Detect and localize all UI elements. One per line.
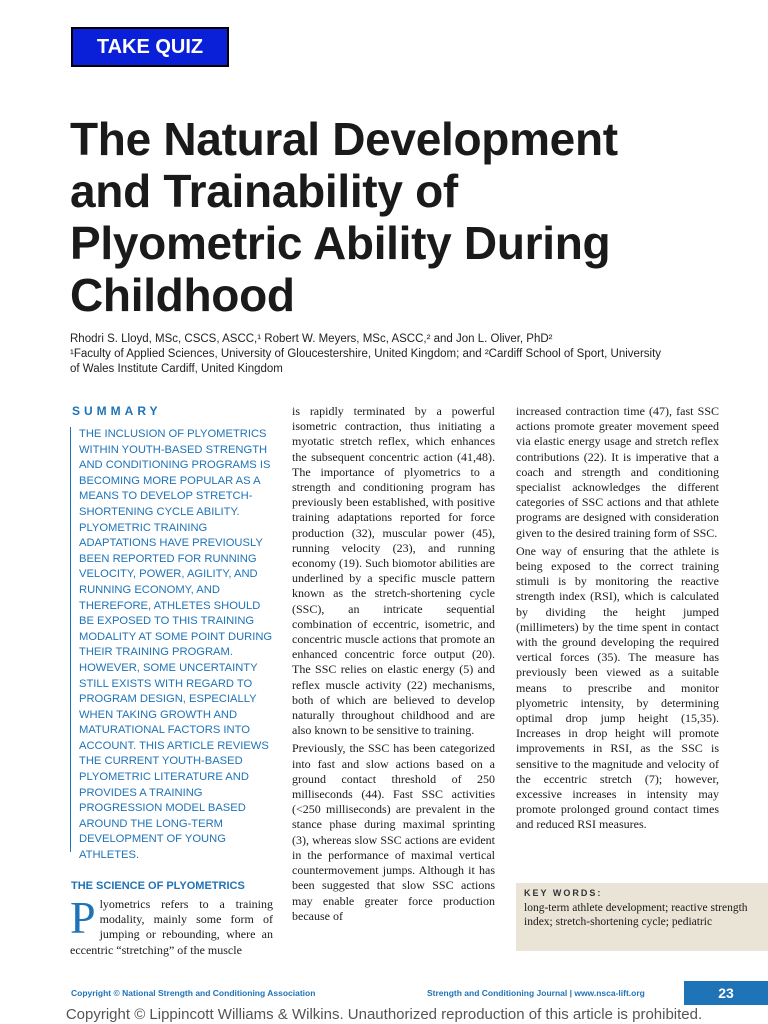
keywords-heading: KEY WORDS: (524, 888, 603, 898)
article-title (70, 113, 760, 321)
drop-cap: P (70, 892, 96, 943)
footer-copyright: Copyright © National Strength and Conditioning Association (71, 988, 316, 998)
paragraph: Previously, the SSC has been categorized into fast and slow actions based on a ground contact threshold of 250 milliseconds (44). Fast SSC activities (<250 milliseconds) are prevalent in the stance phase during maximal sprinting (3), whereas slow SSC actions are evident in the performance of maximal vertical countermovement jumps. Although it has been suggested that slow SSC actions may enable greater force production because of (292, 741, 495, 923)
take-quiz-button[interactable]: TAKE QUIZ (71, 27, 229, 67)
summary-text: THE INCLUSION OF PLYOMETRICS WITHIN YOUTH-BASED STRENGTH AND CONDITIONING PROGRAMS IS BECOMING MORE POPULAR AS A MEANS TO DEVELOP STRETCH-SHORTENING CYCLE ABILITY. PLYOMETRIC TRAINING ADAPTATIONS HAVE PREVIOUSLY BEEN REPORTED FOR RUNNING VELOCITY, POWER, AGILITY, AND RUNNING ECONOMY, AND THEREFORE, ATHLETES SHOULD BE EXPOSED TO THIS TRAINING MODALITY AT SOME POINT DURING THEIR TRAINING PROGRAM. HOWEVER, SOME UNCERTAINTY STILL EXISTS WITH REGARD TO PROGRAM DESIGN, ESPECIALLY WHEN TAKING GROWTH AND MATURATIONAL FACTORS INTO ACCOUNT. THIS ARTICLE REVIEWS THE CURRENT YOUTH-BASED PLYOMETRIC LITERATURE AND PROVIDES A TRAINING PROGRESSION MODEL BASED AROUND THE LONG-TERM DEVELOPMENT OF YOUNG ATHLETES. (70, 427, 275, 852)
page-number: 23 (684, 981, 768, 1005)
paragraph: lyometrics refers to a training modality, mainly some form of jumping or rebounding, where an eccentric “stretching” of the muscle (70, 897, 273, 957)
keywords-box (516, 883, 768, 951)
author-list: Rhodri S. Lloyd, MSc, CSCS, ASCC,¹ Robert W. Meyers, MSc, ASCC,² and Jon L. Oliver, PhD² (70, 333, 553, 345)
title-line: Childhood (70, 269, 295, 321)
paragraph: is rapidly terminated by a powerful isometric contraction, thus initiating a myotatic stretch reflex, which enhances the subsequent concentric action (41,48). The importance of plyometrics to a strength and conditioning program has previously been established, with positive training adaptations reported for force production (32), muscular power (45), running velocity (23), and running economy (19). Such biomotor abilities are underlined by a specific muscle pattern known as the stretch-shortening cycle (SSC), an intricate sequential combination of eccentric, isometric, and concentric muscle actions that promote an enhanced concentric force output (20). The SSC relies on elastic energy (5) and reflex muscle activity (22) mechanisms, both of which are believed to develop naturally throughout childhood and are also known to be sensitive to training. (292, 404, 495, 738)
keywords-text: long-term athlete development; reactive strength index; stretch-shortening cycle; pediatric (524, 902, 748, 928)
column-3 (516, 404, 719, 836)
footer-journal: Strength and Conditioning Journal | www.nsca-lift.org (427, 988, 645, 998)
section-body (70, 892, 273, 958)
affiliation-line: ¹Faculty of Applied Sciences, University of Gloucestershire, United Kingdom; and ²Cardiff School of Sport, University (70, 348, 662, 360)
author-block (70, 332, 760, 377)
affiliation-line: of Wales Institute Cardiff, United Kingdom (70, 363, 283, 375)
section-heading: THE SCIENCE OF PLYOMETRICS (71, 880, 245, 892)
column-2 (292, 404, 495, 927)
title-line: The Natural Development (70, 113, 618, 165)
title-line: Plyometric Ability During (70, 217, 611, 269)
paragraph: increased contraction time (47), fast SSC actions promote greater movement speed via elastic energy usage and stretch reflex contributions (22). It is imperative that a coach and strength and conditioning specialist acknowledges the different categories of SSC actions and that athlete programs are designed with consideration given to the desired training form of SSC. (516, 404, 719, 540)
summary-heading: SUMMARY (72, 404, 162, 418)
paragraph: One way of ensuring that the athlete is being exposed to the correct training stimuli is by monitoring the reactive strength index (RSI), which is calculated by dividing the height jumped (millimeters) by the time spent in contact with the ground developing the required vertical forces (35). The measure has previously been viewed as a suitable means to prescribe and monitor plyometric intensity, by determining optimal drop jump height (15,35). Increases in drop height will promote improvements in RSI, as the SSC is sensitive to the magnitude and velocity of the eccentric stretch (7); however, excessive increases in intensity may promote prolonged ground contact times and reduced RSI measures. (516, 543, 719, 832)
title-line: and Trainability of (70, 165, 458, 217)
copyright-notice: Copyright © Lippincott Williams & Wilkins. Unauthorized reproduction of this article is prohibited. (65, 1006, 703, 1023)
